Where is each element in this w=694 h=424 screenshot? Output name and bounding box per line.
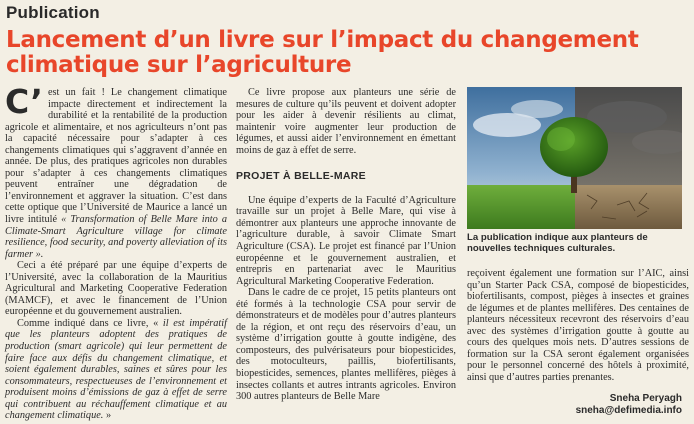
column-1-paragraph-1	[5, 82, 227, 260]
article-photo	[467, 87, 682, 229]
byline	[470, 393, 682, 417]
column-2-paragraph-1: Ce livre propose aux planteurs une série de mesures de culture qu’ils peuvent et doivent adopter pour les aider à devenir résilients au climat, maintenir voire augmenter leur production de légumes, et aussi aider l’environnement en émettant moins de gaz à effet de serre.	[236, 87, 456, 156]
headline	[6, 28, 690, 78]
quote-close: »	[105, 410, 112, 422]
section-label: Publication	[6, 3, 100, 22]
quote-intro: Comme indiqué dans ce livre, «	[17, 317, 159, 329]
article-column-3	[467, 268, 689, 383]
column-2-paragraph-3: Dans le cadre de ce projet, 15 petits planteurs ont été formés à la technologie CSA pour servir de démonstrateurs et de modèles pour d’autres planteurs de la région, et ont reçu des réservoirs d’eau, un système d’irrigation goutte à goutte indigène, des composteurs, des pulvérisateurs pour biopesticides, des motoculteurs, paillis, biofertilisants, biopesticides, semences, plantes mellifères, pièges à insectes collants et autres intrants agricoles. Environ 300 autres planteurs de Belle Mare	[236, 287, 456, 403]
headline-line-2: climatique sur l’agriculture	[6, 52, 352, 78]
book-title: « Transformation of Belle Mare into a Climate-Smart Agriculture village for climate resilience, food security, and poverty alleviation of its farmer ».	[5, 214, 227, 260]
column-2-paragraph-2: Une équipe d’experts de la Faculté d’Agriculture travaille sur un projet à Belle Mare, qui vise à démontrer aux planteurs une approche innovante de l’agriculture durable, à savoir Climate Smart Agriculture (CSA). Le projet est financé par l’Union européenne et le gouvernement australien, et entrepris en partenariat avec le Mauritius Agricultural Marketing Cooperative Federation.	[236, 194, 456, 287]
column-1-paragraph-2: Ceci a été préparé par une équipe d’experts de l’Université, avec la collaboration de la Mauritius Agricultural and Marketing Cooperative Federation (MAMCF), et avec le financement de l’Union européenne et du gouvernement australien.	[5, 260, 227, 318]
subheading: PROJET À BELLE-MARE	[236, 170, 366, 183]
intro-text: est un fait ! Le changement climatique impacte directement et indirectement la durabilité et la rentabilité de la production agricole et alimentaire, et nos agriculteurs n’ont pas la capacité nécessaire pour s’adapter à ces changements climatiques qui s’aggravent d’année en année. De plus, des pratiques agricoles non durables pour s’adapter à ces changements climatiques peuvent entraîner une dégradation de l’environnement et aggraver la situation. C’est dans cette optique que l’Université de Maurice a lancé un livre intitulé	[5, 87, 227, 226]
column-3-paragraph-1: reçoivent également une formation sur l’AIC, ainsi qu’un Starter Pack CSA, composé de biopesticides, biofertilisants, compost, pièges à insectes et graines de légumes et de plantes mellifères. Des centaines de planteurs nécessiteux recevront des réservoirs d’eau avec des systèmes d’irrigation goutte à goutte au cours des quelques mois nets. D’autres sessions de formation sur la CSA seront également organisées pour le personnel concerné des hôtels à proximité, ainsi que d’autres parties prenantes.	[467, 268, 689, 383]
author-name: Sneha Peryagh	[609, 393, 682, 404]
article-column-2	[236, 87, 456, 403]
author-email: sneha@defimedia.info	[575, 405, 682, 416]
photo-caption: La publication indique aux planteurs de nouvelles techniques culturales.	[467, 232, 648, 254]
drop-cap: C’	[5, 82, 43, 121]
headline-line-1: Lancement d’un livre sur l’impact du changement	[6, 27, 639, 53]
article-column-1	[5, 82, 228, 422]
column-1-paragraph-3	[5, 318, 227, 422]
book-quote: il est impératif que les planteurs adoptent des pratiques de production (smart agricole) qui leur permettent de faire face aux défis du changement climatique, et soient également durables, saines et sûres pour les consommateurs, respectueuses de l’environnement et produisent moins d’émissions de gaz à effet de serre qui contribuent au réchauffement climatique et au changement climatique.	[5, 317, 228, 422]
tree-climate-contrast-icon	[467, 87, 682, 229]
